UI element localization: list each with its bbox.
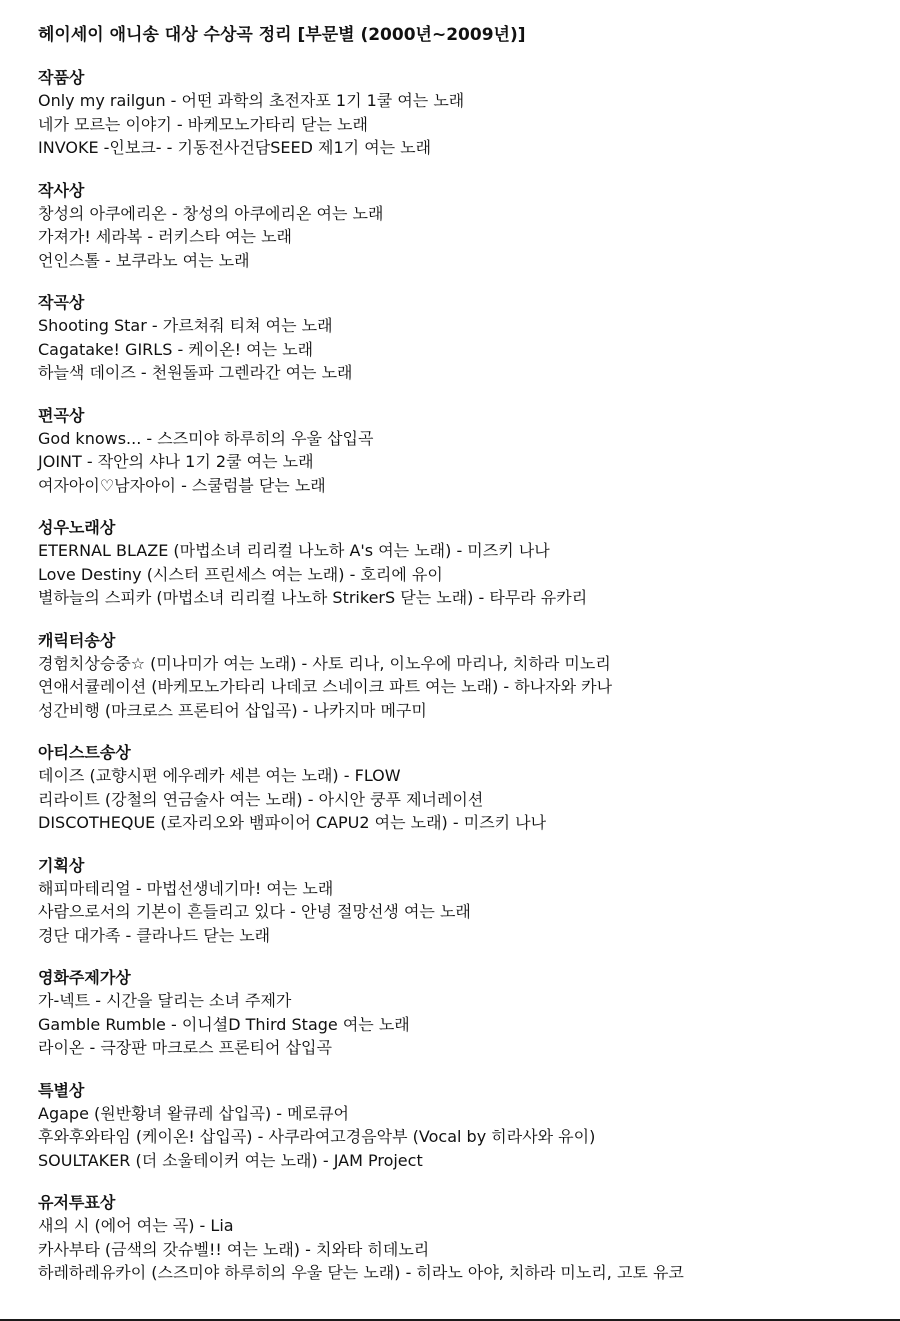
award-entry: JOINT - 작안의 샤나 1기 2쿨 여는 노래 [38, 452, 314, 471]
award-entry: 네가 모르는 이야기 - 바케모노가타리 닫는 노래 [38, 114, 368, 134]
award-entry: 경단 대가족 - 클라나드 닫는 노래 [38, 925, 271, 945]
award-entry: INVOKE -인보크- - 기동전사건담SEED 제1기 여는 노래 [38, 138, 432, 157]
section-heading: 기획상 [38, 855, 85, 875]
award-entry: 가져가! 세라복 - 러키스타 여는 노래 [38, 227, 293, 246]
section-heading: 작곡상 [38, 293, 85, 312]
award-entry: 사람으로서의 기본이 흔들리고 있다 - 안녕 절망선생 여는 노래 [38, 902, 471, 921]
award-entry: 언인스톨 - 보쿠라노 여는 노래 [38, 250, 250, 270]
award-entry: 가-넥트 - 시간을 달리는 소녀 주제가 [38, 991, 292, 1010]
award-entry: DISCOTHEQUE (로자리오와 뱀파이어 CAPU2 여는 노래) - 미즈키 나나 [38, 813, 547, 832]
award-entry: 후와후와타임 (케이온! 삽입곡) - 사쿠라여고경음악부 (Vocal by 히라사와 유이) [38, 1127, 596, 1146]
section-heading: 영화주제가상 [38, 968, 131, 987]
award-entry: 라이온 - 극장판 마크로스 프론티어 삽입곡 [38, 1038, 332, 1057]
award-section-character-song [38, 629, 888, 723]
award-entry: ETERNAL BLAZE (마법소녀 리리컬 나노하 A's 여는 노래) - 미즈키 나나 [38, 541, 550, 560]
section-heading: 특별상 [38, 1080, 85, 1100]
award-entry: 리라이트 (강철의 연금술사 여는 노래) - 아시안 쿵푸 제너레이션 [38, 789, 484, 809]
award-entry: Cagatake! GIRLS - 케이온! 여는 노래 [38, 339, 314, 359]
award-entry: 해피마테리얼 - 마법선생네기마! 여는 노래 [38, 878, 334, 898]
section-heading: 유저투표상 [38, 1193, 116, 1212]
award-entry: God knows... - 스즈미야 하루히의 우울 삽입곡 [38, 428, 374, 448]
section-heading: 아티스트송상 [38, 743, 131, 762]
award-section-user-vote [38, 1191, 888, 1285]
document-title: 헤이세이 애니송 대상 수상곡 정리 [부문별 (2000년~2009년)] [38, 25, 526, 45]
award-entry: Gamble Rumble - 이니셜D Third Stage 여는 노래 [38, 1014, 410, 1034]
section-heading: 작품상 [38, 68, 85, 87]
award-section-movie-theme [38, 966, 888, 1060]
award-entry: Only my railgun - 어떤 과학의 초전자포 1기 1쿨 여는 노래 [38, 91, 465, 110]
award-section-lyrics [38, 179, 888, 273]
award-section-artist-song [38, 741, 888, 835]
award-section-arrangement [38, 404, 888, 498]
award-entry: 별하늘의 스피카 (마법소녀 리리컬 나노하 StrikerS 닫는 노래) - 타무라 유카리 [38, 588, 588, 607]
award-entry: 카사부타 (금색의 갓슈벨!! 여는 노래) - 치와타 히데노리 [38, 1239, 430, 1259]
award-section-composition [38, 291, 888, 385]
award-entry: 경험치상승중☆ (미나미가 여는 노래) - 사토 리나, 이노우에 마리나, 치하라 미노리 [38, 653, 611, 673]
award-entry: 여자아이♡남자아이 - 스쿨럼블 닫는 노래 [38, 475, 326, 495]
award-entry: 성간비행 (마크로스 프론티어 삽입곡) - 나카지마 메구미 [38, 700, 427, 720]
award-entry: Agape (원반황녀 왈큐레 삽입곡) - 메로큐어 [38, 1103, 349, 1123]
award-entry: Love Destiny (시스터 프린세스 여는 노래) - 호리에 유이 [38, 564, 443, 584]
award-section-voice-actor-song [38, 516, 888, 610]
document-page [38, 22, 888, 1304]
award-entry: 새의 시 (에어 여는 곡) - Lia [38, 1216, 234, 1235]
section-heading: 캐릭터송상 [38, 630, 116, 650]
award-entry: 하레하레유카이 (스즈미야 하루히의 우울 닫는 노래) - 히라노 아야, 치하라 미노리, 고토 유코 [38, 1263, 684, 1282]
section-heading: 성우노래상 [38, 518, 116, 537]
award-entry: SOULTAKER (더 소울테이커 여는 노래) - JAM Project [38, 1150, 423, 1170]
award-section-special [38, 1079, 888, 1173]
award-section-work [38, 66, 888, 160]
award-entry: Shooting Star - 가르쳐줘 티쳐 여는 노래 [38, 316, 333, 335]
award-entry: 창성의 아쿠에리온 - 창성의 아쿠에리온 여는 노래 [38, 203, 384, 223]
section-heading: 편곡상 [38, 405, 85, 425]
award-entry: 데이즈 (교향시편 에우레카 세븐 여는 노래) - FLOW [38, 766, 401, 785]
award-entry: 하늘색 데이즈 - 천원돌파 그렌라간 여는 노래 [38, 363, 353, 382]
award-entry: 연애서큘레이션 (바케모노가타리 나데코 스네이크 파트 여는 노래) - 하나자와 카나 [38, 677, 613, 696]
section-heading: 작사상 [38, 180, 85, 200]
award-section-planning [38, 854, 888, 948]
